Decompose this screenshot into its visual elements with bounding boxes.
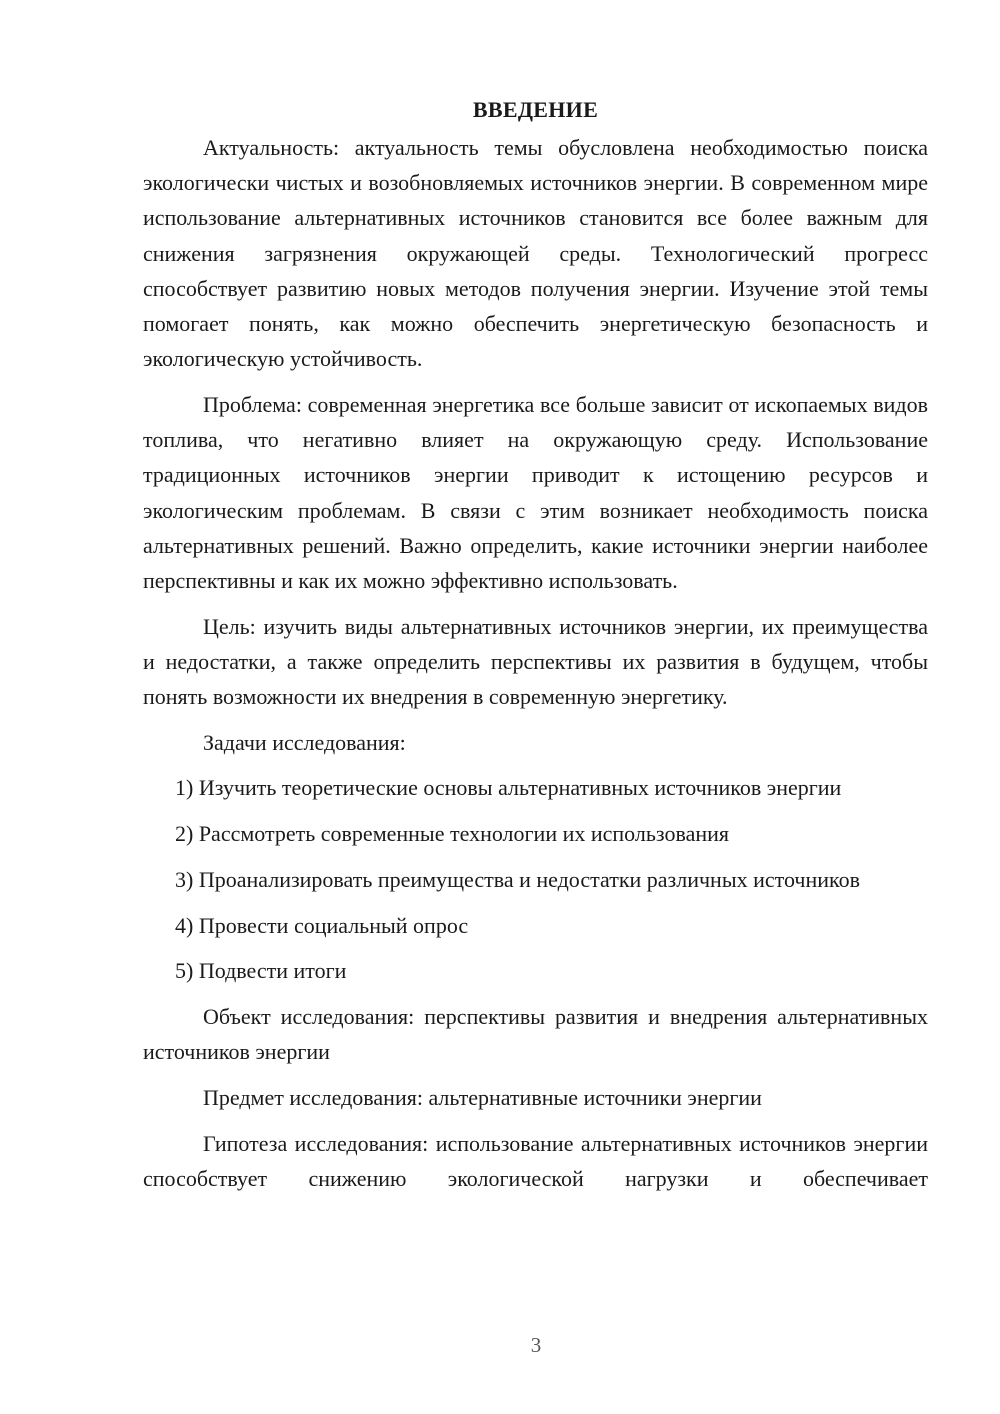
document-page xyxy=(143,95,928,1206)
task-item-4: 4) Провести социальный опрос xyxy=(175,912,469,938)
page-number: 3 xyxy=(530,1333,542,1357)
section-heading: ВВЕДЕНИЕ xyxy=(472,97,599,122)
problem-paragraph: Проблема: современная энергетика все больше зависит от ископаемых видов топлива, что негативно влияет на окружающую среду. Использование традиционных источников энергии приводит к истощению ресурсов и экологическим проблемам. В связи с этим возникает необходимость поиска альтернативных решений. Важно определить, какие источники энергии наиболее перспективны и как их можно эффективно использовать. xyxy=(143,391,928,593)
object-paragraph: Объект исследования: перспективы развития и внедрения альтернативных источников энергии xyxy=(143,1003,928,1065)
task-item-2: 2) Рассмотреть современные технологии их использования xyxy=(175,821,729,847)
task-item-1: 1) Изучить теоретические основы альтернативных источников энергии xyxy=(175,775,842,801)
task-item-5: 5) Подвести итоги xyxy=(175,958,347,984)
tasks-heading: Задачи исследования: xyxy=(203,729,406,755)
relevance-paragraph: Актуальность: актуальность темы обусловлена необходимостью поиска экологически чистых и возобновляемых источников энергии. В современном мире использование альтернативных источников становится все более важным для снижения загрязнения окружающей среды. Технологический прогресс способствует развитию новых методов получения энергии. Изучение этой темы помогает понять, как можно обеспечить энергетическую безопасность и экологическую устойчивость. xyxy=(143,135,928,372)
subject-paragraph: Предмет исследования: альтернативные источники энергии xyxy=(203,1084,762,1110)
goal-paragraph: Цель: изучить виды альтернативных источников энергии, их преимущества и недостатки, а также определить перспективы их развития в будущем, чтобы понять возможности их внедрения в современную энергетику. xyxy=(143,613,928,710)
hypothesis-paragraph: Гипотеза исследования: использование альтернативных источников энергии способствует снижению экологической нагрузки и обеспечивает xyxy=(143,1130,928,1191)
task-item-3: 3) Проанализировать преимущества и недостатки различных источников xyxy=(175,866,860,892)
